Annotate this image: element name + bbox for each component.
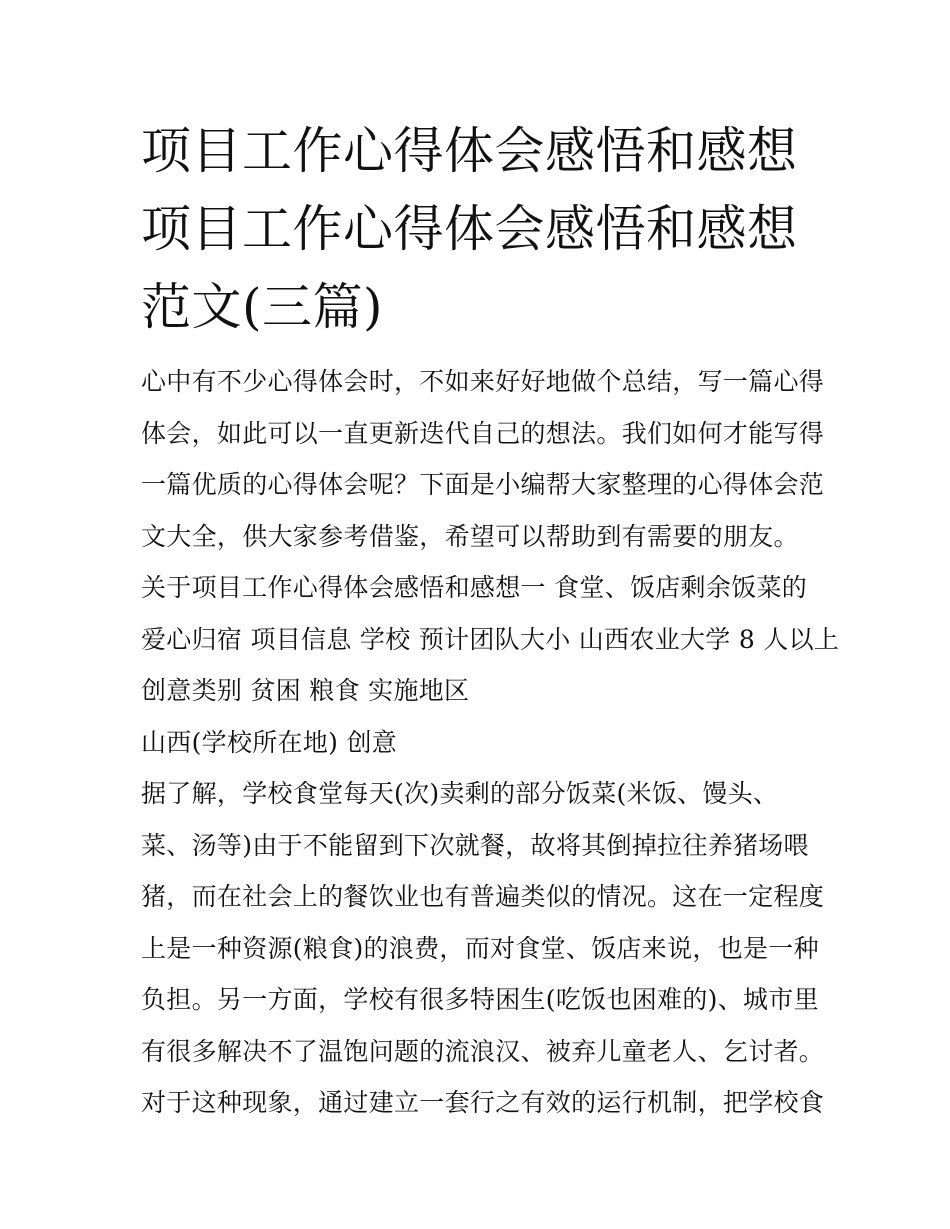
title-line-1: 项目工作心得体会感悟和感想	[141, 122, 798, 180]
body-line-9: 据了解，学校食堂每天(次)卖剩的部分饭菜(米饭、馒头、	[141, 779, 779, 808]
body-line-10: 菜、汤等)由于不能留到下次就餐，故将其倒掉拉往养猪场喂	[141, 830, 809, 860]
body-line-14: 有很多解决不了温饱问题的流浪汉、被弃儿童老人、乞讨者。	[141, 1036, 825, 1066]
body-line-8: 山西(学校所在地) 创意	[141, 727, 398, 757]
body-line-2: 体会，如此可以一直更新迭代自己的想法。我们如何才能写得	[141, 418, 825, 448]
body-line-12: 上是一种资源(粮食)的浪费，而对食堂、饭店来说，也是一种	[141, 933, 819, 963]
title-line-3: 范文(三篇)	[141, 278, 384, 336]
body-line-4: 文大全，供大家参考借鉴，希望可以帮助到有需要的朋友。	[141, 521, 799, 551]
document-title	[141, 112, 821, 346]
document-body	[141, 356, 840, 1129]
body-line-11: 猪，而在社会上的餐饮业也有普遍类似的情况。这在一定程度	[141, 882, 825, 911]
body-line-7: 创意类别 贫困 粮食 实施地区	[141, 676, 470, 705]
body-line-15: 对于这种现象，通过建立一套行之有效的运行机制，把学校食	[141, 1088, 825, 1117]
body-line-6: 爱心归宿 项目信息 学校 预计团队大小 山西农业大学 8 人以上	[141, 624, 840, 654]
body-line-5: 关于项目工作心得体会感悟和感想一 食堂、饭店剩余饭菜的	[141, 573, 808, 602]
body-line-3: 一篇优质的心得体会呢？下面是小编帮大家整理的心得体会范	[141, 470, 825, 499]
body-line-13: 负担。另一方面，学校有很多特困生(吃饭也困难的)、城市里	[141, 985, 819, 1014]
title-line-2: 项目工作心得体会感悟和感想	[141, 200, 798, 258]
body-line-1: 心中有不少心得体会时，不如来好好地做个总结，写一篇心得	[141, 367, 825, 396]
